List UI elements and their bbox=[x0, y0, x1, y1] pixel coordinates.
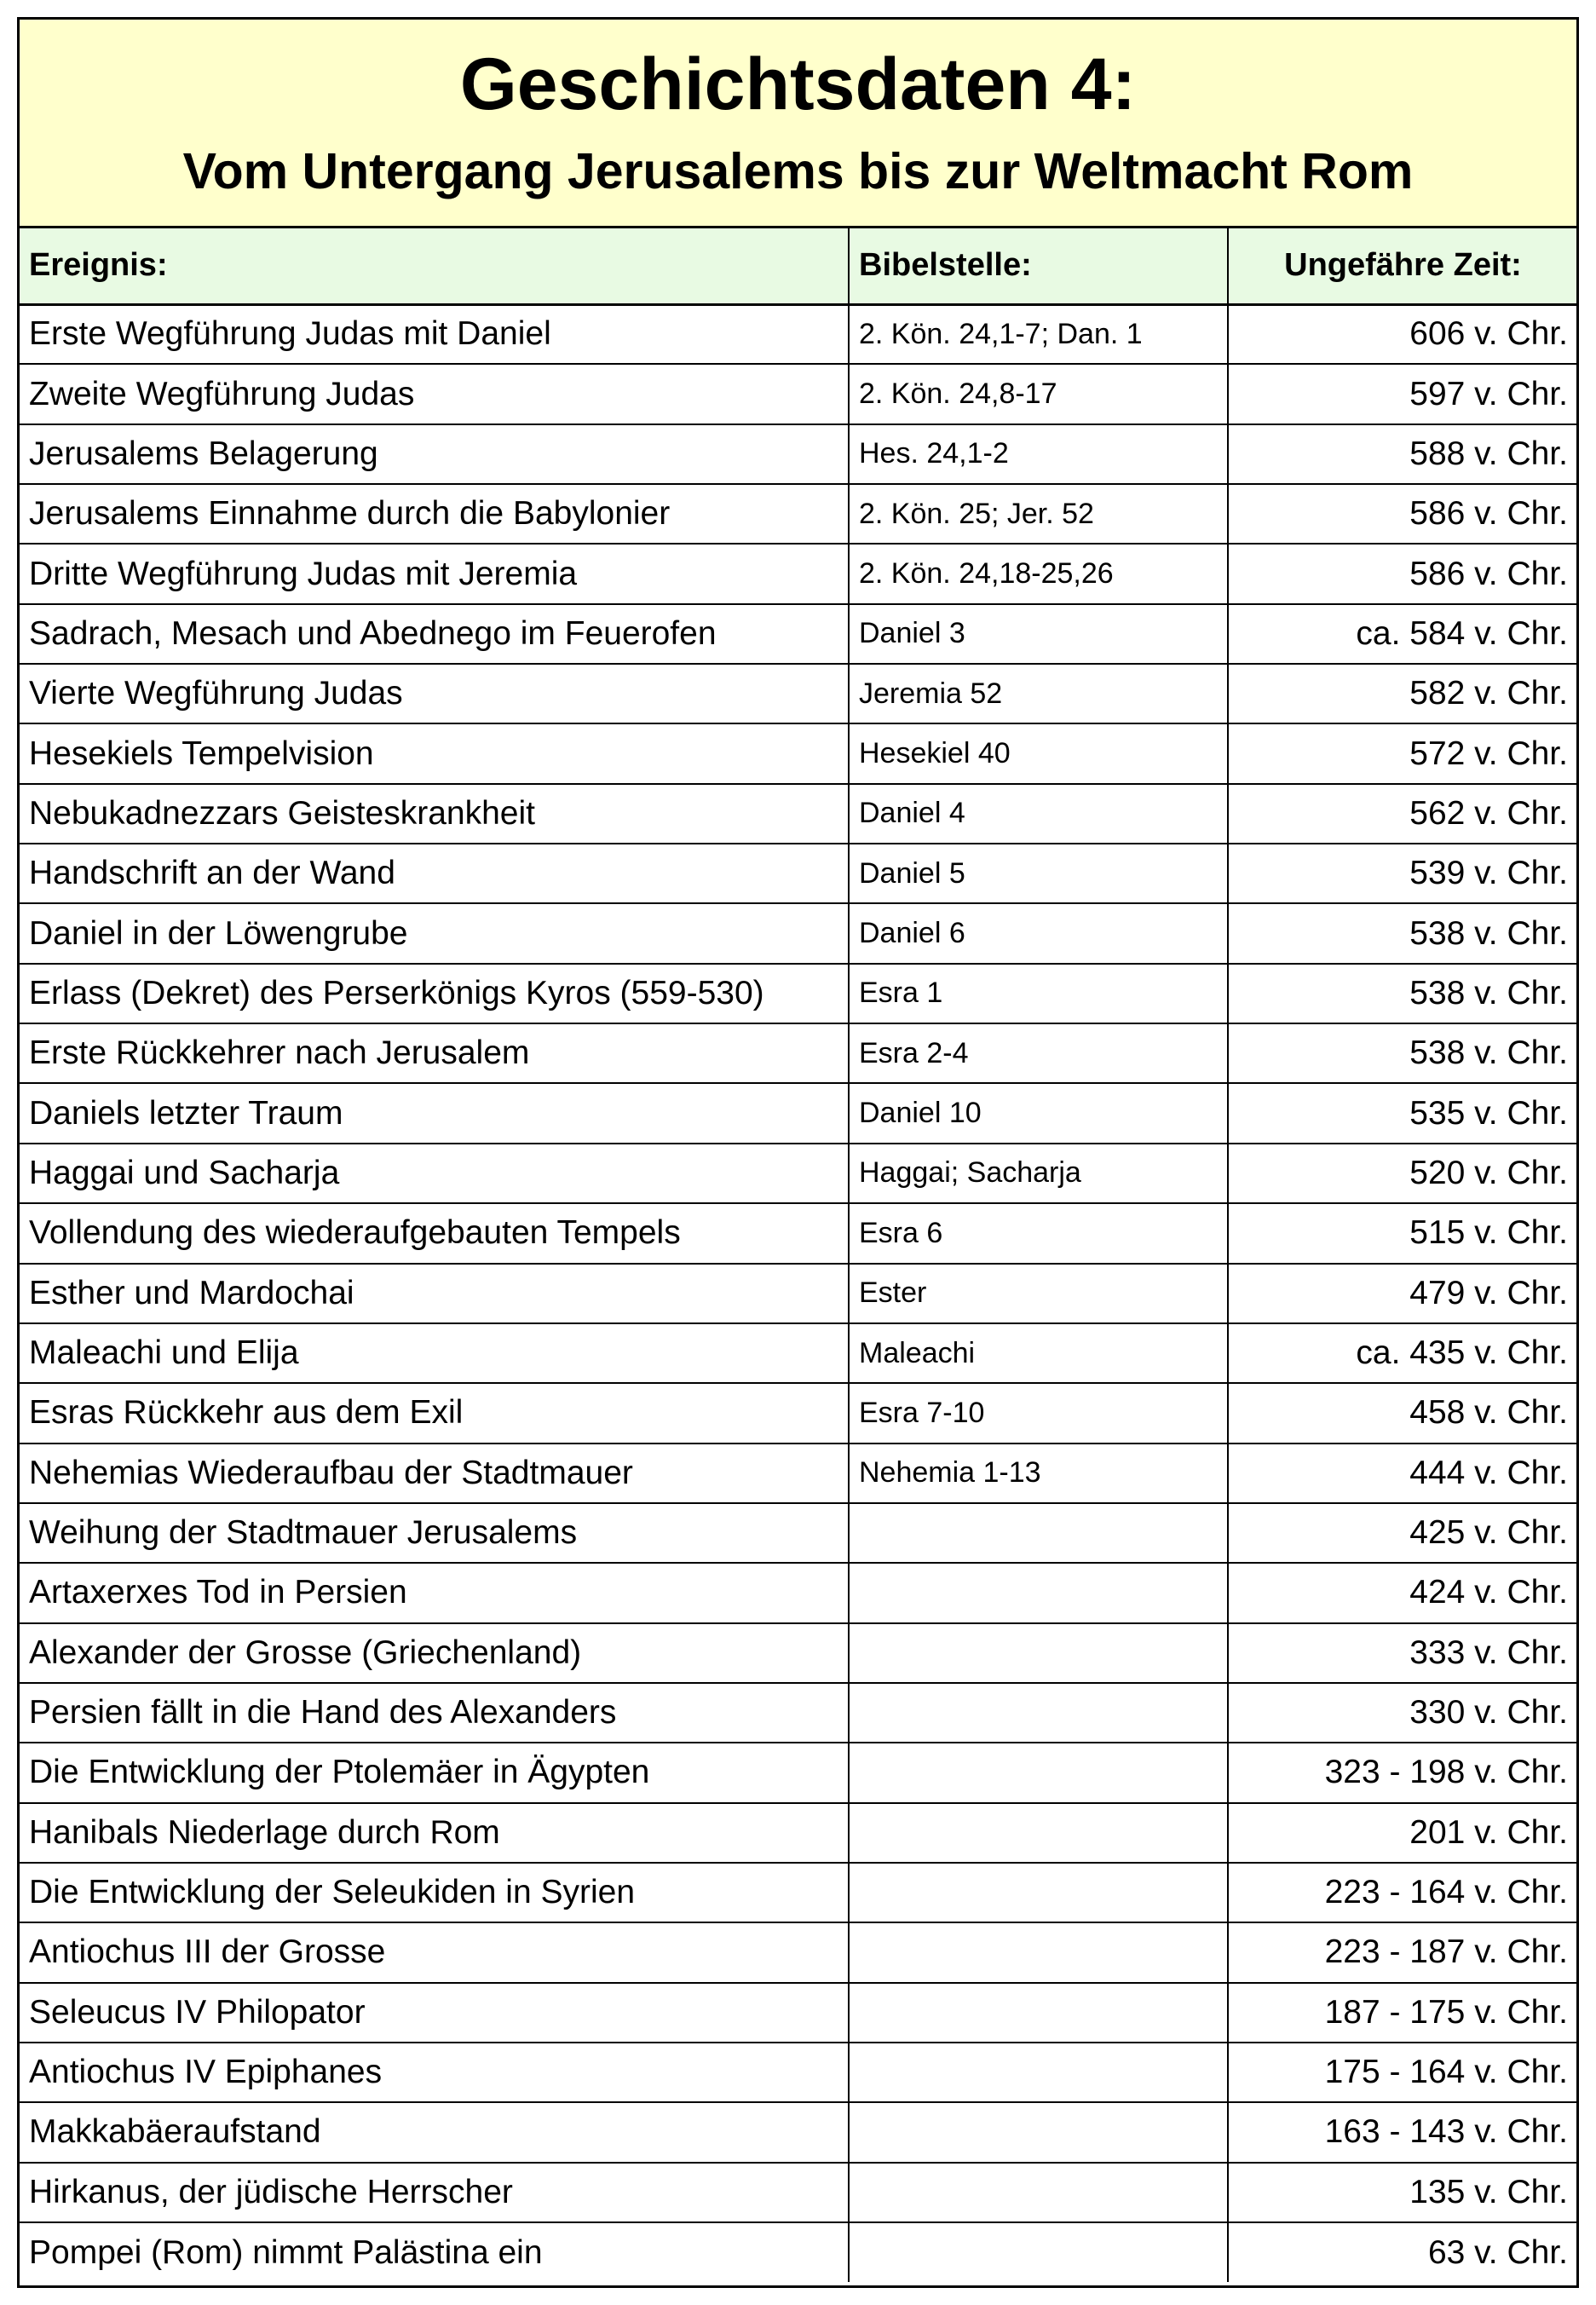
event-cell: Maleachi und Elija bbox=[20, 1323, 849, 1383]
time-cell: 586 v. Chr. bbox=[1228, 544, 1576, 603]
table-row bbox=[20, 1444, 1576, 1503]
event-cell: Antiochus IV Epiphanes bbox=[20, 2043, 849, 2102]
time-cell: 458 v. Chr. bbox=[1228, 1383, 1576, 1443]
reference-cell: 2. Kön. 25; Jer. 52 bbox=[849, 484, 1228, 544]
table-row bbox=[20, 1683, 1576, 1743]
time-cell: 588 v. Chr. bbox=[1228, 424, 1576, 484]
time-cell: 515 v. Chr. bbox=[1228, 1203, 1576, 1263]
event-cell: Makkabäeraufstand bbox=[20, 2102, 849, 2162]
page-title: Geschichtsdaten 4: bbox=[459, 43, 1137, 125]
time-cell: 63 v. Chr. bbox=[1427, 2233, 1568, 2271]
reference-cell: Daniel 3 bbox=[849, 604, 1228, 664]
time-cell: 444 v. Chr. bbox=[1228, 1444, 1576, 1503]
time-cell: 572 v. Chr. bbox=[1228, 723, 1576, 783]
events-table bbox=[20, 228, 1576, 2282]
table-row bbox=[20, 1743, 1576, 1802]
event-cell: Erste Wegführung Judas mit Daniel bbox=[20, 304, 849, 364]
table-row bbox=[20, 1203, 1576, 1263]
time-cell: 163 - 143 v. Chr. bbox=[1228, 2102, 1576, 2162]
table-row bbox=[20, 664, 1576, 723]
table-row bbox=[20, 304, 1576, 364]
reference-cell bbox=[849, 2102, 1228, 2162]
time-cell: 606 v. Chr. bbox=[1228, 304, 1576, 364]
event-cell: Dritte Wegführung Judas mit Jeremia bbox=[20, 544, 849, 603]
reference-cell: Esra 6 bbox=[849, 1203, 1228, 1263]
time-cell: 479 v. Chr. bbox=[1228, 1264, 1576, 1323]
time-cell: 586 v. Chr. bbox=[1228, 484, 1576, 544]
event-cell: Hirkanus, der jüdische Herrscher bbox=[20, 2163, 849, 2222]
event-cell: Weihung der Stadtmauer Jerusalems bbox=[20, 1503, 849, 1563]
time-cell: 538 v. Chr. bbox=[1228, 964, 1576, 1023]
event-cell: Artaxerxes Tod in Persien bbox=[20, 1563, 849, 1622]
time-cell: ca. 584 v. Chr. bbox=[1228, 604, 1576, 664]
reference-cell: Nehemia 1-13 bbox=[849, 1444, 1228, 1503]
event-cell: Alexander der Grosse (Griechenland) bbox=[20, 1623, 849, 1683]
table-row bbox=[20, 1503, 1576, 1563]
reference-cell bbox=[849, 1683, 1228, 1743]
event-cell: Handschrift an der Wand bbox=[20, 844, 849, 903]
time-cell: 187 - 175 v. Chr. bbox=[1228, 1983, 1576, 2043]
event-cell: Jerusalems Belagerung bbox=[20, 424, 849, 484]
timeline-sheet bbox=[17, 17, 1579, 2288]
reference-cell: Esra 7-10 bbox=[849, 1383, 1228, 1443]
table-row bbox=[20, 1563, 1576, 1622]
reference-cell bbox=[849, 1503, 1228, 1563]
title-box bbox=[20, 20, 1576, 228]
table-row bbox=[20, 723, 1576, 783]
reference-cell: 2. Kön. 24,18-25,26 bbox=[849, 544, 1228, 603]
table-row bbox=[20, 784, 1576, 844]
time-cell: 539 v. Chr. bbox=[1228, 844, 1576, 903]
time-cell: 520 v. Chr. bbox=[1228, 1144, 1576, 1203]
event-cell: Haggai und Sacharja bbox=[20, 1144, 849, 1203]
table-row bbox=[20, 2043, 1576, 2102]
table-row bbox=[20, 2163, 1576, 2222]
table-row bbox=[20, 1383, 1576, 1443]
time-cell: 538 v. Chr. bbox=[1228, 903, 1576, 963]
table-row bbox=[20, 2222, 1576, 2282]
event-cell: Erste Rückkehrer nach Jerusalem bbox=[20, 1023, 849, 1083]
table-row bbox=[20, 1983, 1576, 2043]
reference-cell bbox=[849, 1803, 1228, 1863]
event-cell: Esras Rückkehr aus dem Exil bbox=[20, 1383, 849, 1443]
reference-cell: Ester bbox=[849, 1264, 1228, 1323]
reference-cell: Daniel 4 bbox=[849, 784, 1228, 844]
reference-cell: Jeremia 52 bbox=[849, 664, 1228, 723]
table-body bbox=[20, 304, 1576, 2282]
event-cell: Esther und Mardochai bbox=[20, 1264, 849, 1323]
time-cell: 333 v. Chr. bbox=[1228, 1623, 1576, 1683]
reference-cell bbox=[849, 1863, 1228, 1922]
table-row bbox=[20, 1863, 1576, 1922]
header-event: Ereignis: bbox=[20, 228, 849, 304]
event-cell: Daniel in der Löwengrube bbox=[20, 903, 849, 963]
table-row bbox=[20, 1922, 1576, 1982]
event-cell: Sadrach, Mesach und Abednego im Feuerofen bbox=[20, 604, 849, 664]
reference-cell: Esra 2-4 bbox=[849, 1023, 1228, 1083]
reference-cell: Hes. 24,1-2 bbox=[849, 424, 1228, 484]
table-row bbox=[20, 1083, 1576, 1143]
time-cell: 582 v. Chr. bbox=[1228, 664, 1576, 723]
reference-cell: Maleachi bbox=[849, 1323, 1228, 1383]
header-time: Ungefähre Zeit: bbox=[1228, 228, 1576, 304]
time-cell: 223 - 187 v. Chr. bbox=[1228, 1922, 1576, 1982]
table-row bbox=[20, 1803, 1576, 1863]
reference-cell bbox=[849, 1623, 1228, 1683]
event-cell: Persien fällt in die Hand des Alexanders bbox=[20, 1683, 849, 1743]
event-cell: Zweite Wegführung Judas bbox=[20, 364, 849, 424]
table-row bbox=[20, 964, 1576, 1023]
event-cell: Pompei (Rom) nimmt Palästina ein bbox=[20, 2222, 849, 2282]
table-header-row bbox=[20, 228, 1576, 304]
event-cell: Jerusalems Einnahme durch die Babylonier bbox=[20, 484, 849, 544]
time-cell: 135 v. Chr. bbox=[1228, 2163, 1576, 2222]
time-cell: 323 - 198 v. Chr. bbox=[1228, 1743, 1576, 1802]
time-cell: 597 v. Chr. bbox=[1228, 364, 1576, 424]
page-subtitle: Vom Untergang Jerusalems bis zur Weltmacht Rom bbox=[182, 143, 1414, 199]
table-row bbox=[20, 1323, 1576, 1383]
time-cell: 535 v. Chr. bbox=[1228, 1083, 1576, 1143]
time-cell: 201 v. Chr. bbox=[1228, 1803, 1576, 1863]
time-cell: 538 v. Chr. bbox=[1228, 1023, 1576, 1083]
table-row bbox=[20, 604, 1576, 664]
reference-cell bbox=[849, 2043, 1228, 2102]
event-cell: Hanibals Niederlage durch Rom bbox=[20, 1803, 849, 1863]
reference-cell: Haggai; Sacharja bbox=[849, 1144, 1228, 1203]
time-cell: 175 - 164 v. Chr. bbox=[1228, 2043, 1576, 2102]
table-row bbox=[20, 424, 1576, 484]
reference-cell: Daniel 10 bbox=[849, 1083, 1228, 1143]
event-cell: Vierte Wegführung Judas bbox=[20, 664, 849, 723]
reference-cell: 2. Kön. 24,1-7; Dan. 1 bbox=[849, 304, 1228, 364]
time-cell: 223 - 164 v. Chr. bbox=[1228, 1863, 1576, 1922]
table-row bbox=[20, 544, 1576, 603]
event-cell: Daniels letzter Traum bbox=[20, 1083, 849, 1143]
time-cell: 424 v. Chr. bbox=[1228, 1563, 1576, 1622]
table-row bbox=[20, 484, 1576, 544]
reference-cell: Hesekiel 40 bbox=[849, 723, 1228, 783]
event-cell: Vollendung des wiederaufgebauten Tempels bbox=[20, 1203, 849, 1263]
time-cell: 562 v. Chr. bbox=[1228, 784, 1576, 844]
table-row bbox=[20, 1264, 1576, 1323]
reference-cell bbox=[849, 1922, 1228, 1982]
event-cell: Die Entwicklung der Ptolemäer in Ägypten bbox=[20, 1743, 849, 1802]
event-cell: Hesekiels Tempelvision bbox=[20, 723, 849, 783]
reference-cell bbox=[849, 1983, 1228, 2043]
reference-cell bbox=[849, 1743, 1228, 1802]
table-row bbox=[20, 1144, 1576, 1203]
event-cell: Nehemias Wiederaufbau der Stadtmauer bbox=[20, 1444, 849, 1503]
reference-cell bbox=[849, 2222, 1228, 2282]
time-cell: 330 v. Chr. bbox=[1228, 1683, 1576, 1743]
reference-cell bbox=[849, 1563, 1228, 1622]
time-cell: ca. 435 v. Chr. bbox=[1228, 1323, 1576, 1383]
reference-cell: Esra 1 bbox=[849, 964, 1228, 1023]
event-cell: Erlass (Dekret) des Perserkönigs Kyros (559-530) bbox=[20, 964, 849, 1023]
table-row bbox=[20, 903, 1576, 963]
table-row bbox=[20, 364, 1576, 424]
table-row bbox=[20, 1023, 1576, 1083]
event-cell: Antiochus III der Grosse bbox=[20, 1922, 849, 1982]
header-reference: Bibelstelle: bbox=[849, 228, 1228, 304]
reference-cell: Daniel 6 bbox=[849, 903, 1228, 963]
reference-cell: Daniel 5 bbox=[849, 844, 1228, 903]
event-cell: Seleucus IV Philopator bbox=[20, 1983, 849, 2043]
reference-cell bbox=[849, 2163, 1228, 2222]
table-row bbox=[20, 2102, 1576, 2162]
event-cell: Nebukadnezzars Geisteskrankheit bbox=[20, 784, 849, 844]
time-cell: 425 v. Chr. bbox=[1228, 1503, 1576, 1563]
event-cell: Die Entwicklung der Seleukiden in Syrien bbox=[20, 1863, 849, 1922]
table-row bbox=[20, 1623, 1576, 1683]
table-row bbox=[20, 844, 1576, 903]
reference-cell: 2. Kön. 24,8-17 bbox=[849, 364, 1228, 424]
